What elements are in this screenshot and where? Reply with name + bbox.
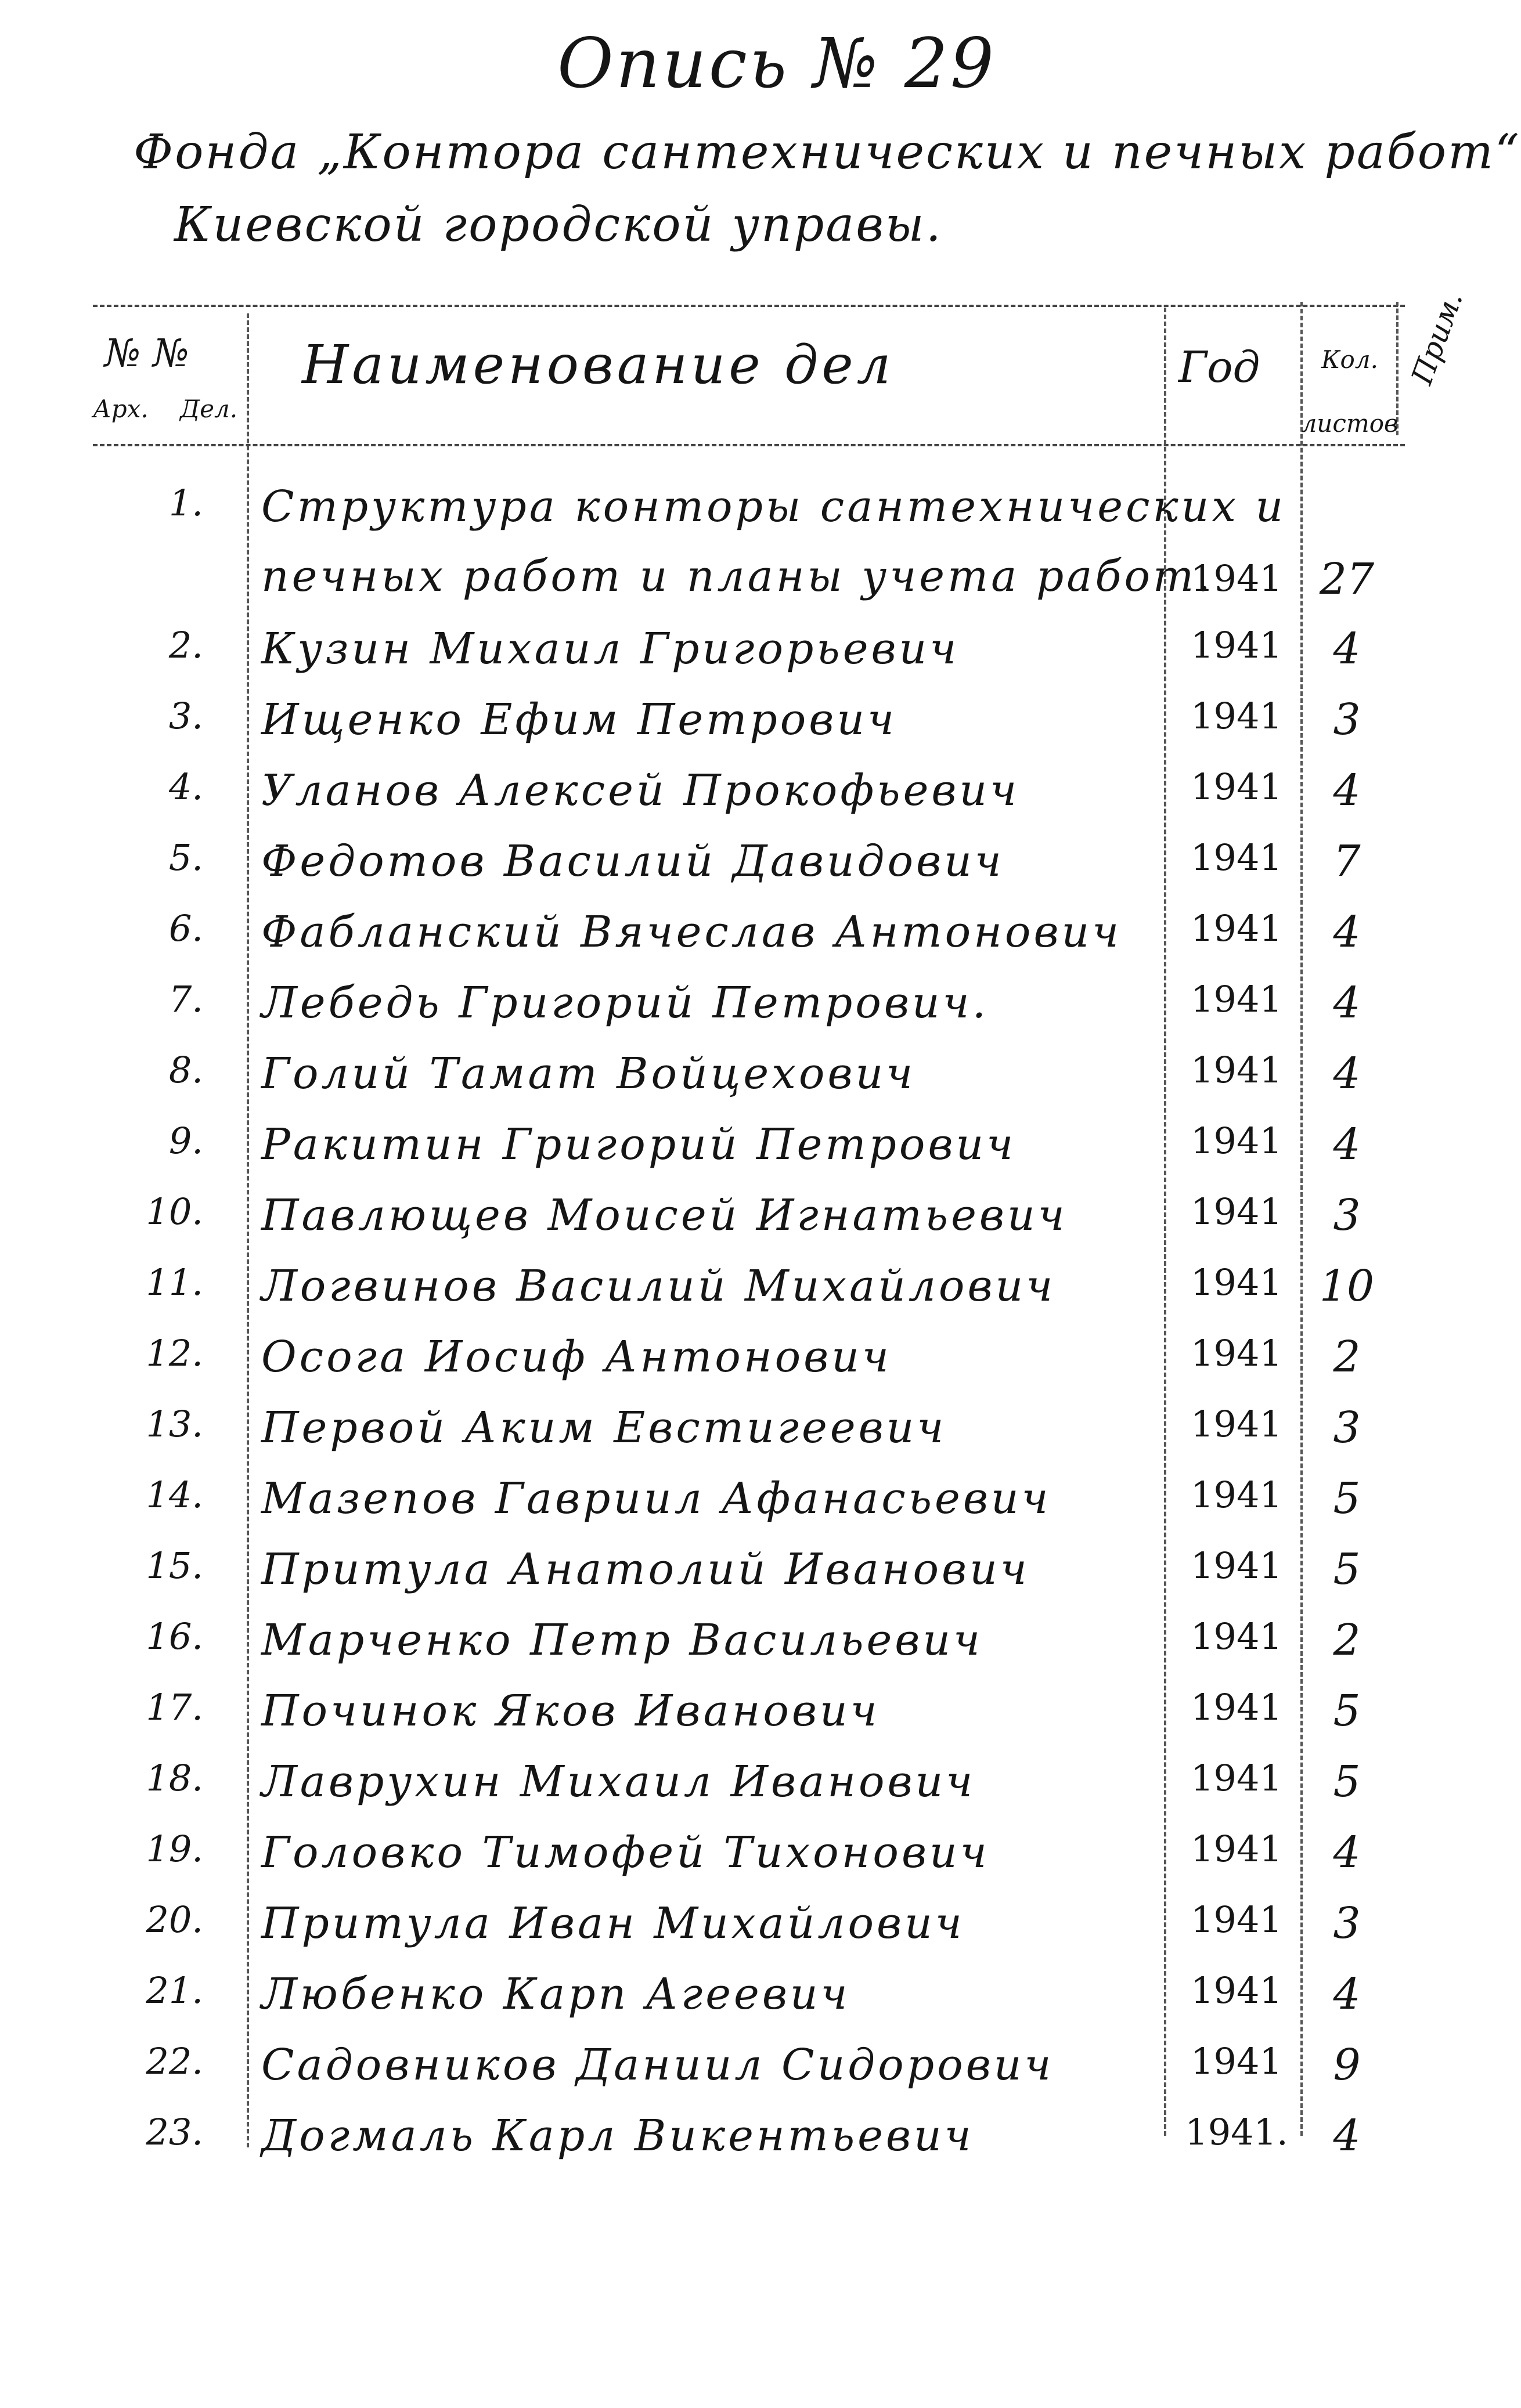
- row-number: 17.: [146, 1686, 203, 1728]
- row-number: 6.: [168, 907, 203, 950]
- fund-name: Фонда „Контора сантехнических и печных работ“: [134, 125, 1521, 180]
- row-title: Ищенко Ефим Петрович: [261, 695, 898, 745]
- table-row-18: [0, 1757, 1457, 1826]
- table-row-3: [0, 695, 1457, 764]
- row-sheets: 3: [1333, 1898, 1361, 1948]
- row-year: 1941: [1191, 1332, 1282, 1374]
- row-number: 16.: [146, 1615, 203, 1658]
- row-year: 1941.: [1185, 2111, 1288, 2153]
- table-row-14: [0, 1474, 1457, 1543]
- row-number: 10.: [146, 1190, 203, 1233]
- table-row-9: [0, 1120, 1457, 1189]
- row-number: 13.: [146, 1403, 203, 1445]
- row-title: Мазепов Гавриил Афанасьевич: [261, 1474, 1051, 1523]
- table-row-13: [0, 1403, 1457, 1472]
- row-sheets: 2: [1333, 1615, 1361, 1665]
- row-year: 1941: [1191, 1190, 1282, 1233]
- header-archive-number: Арх.: [93, 395, 149, 423]
- table-row-23: [0, 2111, 1457, 2180]
- row-year: 1941: [1191, 1615, 1282, 1658]
- header-year: Год: [1178, 342, 1260, 392]
- row-number: 1.: [168, 482, 203, 524]
- row-number: 22.: [146, 2040, 203, 2082]
- table-row-20: [0, 1898, 1457, 1968]
- table-row-6: [0, 907, 1457, 977]
- row-year: 1941: [1191, 624, 1282, 666]
- row-sheets: 4: [1333, 1828, 1361, 1878]
- row-number: 3.: [168, 695, 203, 737]
- row-sheets: 5: [1333, 1757, 1361, 1807]
- row-sheets: 3: [1333, 1190, 1361, 1240]
- row-number: 11.: [146, 1261, 203, 1304]
- row-number: 9.: [168, 1120, 203, 1162]
- row-title: Павлющев Моисей Игнатьевич: [261, 1190, 1068, 1240]
- row-sheets: 4: [1333, 766, 1361, 815]
- row-year: 1941: [1191, 1757, 1282, 1799]
- row-number: 2.: [168, 624, 203, 666]
- row-sheets: 4: [1333, 2111, 1361, 2161]
- row-number: 7.: [168, 978, 203, 1020]
- row-title: Ракитин Григорий Петрович: [261, 1120, 1017, 1169]
- table-row-4: [0, 766, 1457, 835]
- page-title: Опись № 29: [557, 23, 996, 103]
- row-sheets: 4: [1333, 1049, 1361, 1099]
- row-sheets: 5: [1333, 1474, 1361, 1523]
- row-sheets: 5: [1333, 1686, 1361, 1736]
- row-number: 5.: [168, 836, 203, 879]
- row-year: 1941: [1191, 557, 1282, 600]
- row-title: Починок Яков Иванович: [261, 1686, 880, 1736]
- row-number: 4.: [168, 766, 203, 808]
- row-year: 1941: [1191, 907, 1282, 950]
- row-number: 23.: [146, 2111, 203, 2153]
- row-year: 1941: [1191, 1049, 1282, 1091]
- row-sheets: 2: [1333, 1332, 1361, 1382]
- row-title: Любенко Карп Агеевич: [261, 1969, 850, 2019]
- row-year: 1941: [1191, 1828, 1282, 1870]
- row-title: Федотов Василий Давидович: [261, 836, 1004, 886]
- row-number: 14.: [146, 1474, 203, 1516]
- row-sheets: 3: [1333, 695, 1361, 745]
- row-year: 1941: [1191, 1544, 1282, 1587]
- row-title: Садовников Даниил Сидорович: [261, 2040, 1054, 2090]
- row-title: Осога Иосиф Антонович: [261, 1332, 892, 1382]
- row-title: Структура конторы сантехнических и: [261, 482, 1286, 532]
- header-file-number: Дел.: [180, 395, 238, 423]
- row-sheets: 9: [1333, 2040, 1361, 2090]
- row-sheets: 4: [1333, 624, 1361, 674]
- row-sheets: 7: [1333, 836, 1361, 886]
- table-row-21: [0, 1969, 1457, 2039]
- row-title: Первой Аким Евстигеевич: [261, 1403, 947, 1453]
- fund-owner: Киевской городской управы.: [174, 197, 943, 252]
- table-row-5: [0, 836, 1457, 906]
- table-row-2: [0, 624, 1457, 694]
- row-sheets: 4: [1333, 1120, 1361, 1169]
- row-year: 1941: [1191, 1261, 1282, 1304]
- table-row-1: [0, 476, 1457, 615]
- table-row-10: [0, 1190, 1457, 1260]
- row-number: 19.: [146, 1828, 203, 1870]
- row-number: 8.: [168, 1049, 203, 1091]
- row-sheets: 27: [1319, 554, 1375, 604]
- table-row-22: [0, 2040, 1457, 2110]
- row-year: 1941: [1191, 978, 1282, 1020]
- row-year: 1941: [1191, 836, 1282, 879]
- row-title: Уланов Алексей Прокофьевич: [261, 766, 1020, 815]
- header-number: № №: [104, 331, 189, 376]
- row-sheets: 4: [1333, 978, 1361, 1028]
- header-file-name: Наименование дел: [302, 334, 895, 396]
- row-title: Притула Анатолий Иванович: [261, 1544, 1030, 1594]
- row-number: 12.: [146, 1332, 203, 1374]
- row-year: 1941: [1191, 1686, 1282, 1728]
- header-note: Прим.: [1405, 287, 1469, 389]
- table-row-8: [0, 1049, 1457, 1118]
- row-title: Марченко Петр Васильевич: [261, 1615, 983, 1665]
- row-year: 1941: [1191, 1120, 1282, 1162]
- row-year: 1941: [1191, 766, 1282, 808]
- row-title: Кузин Михаил Григорьевич: [261, 624, 960, 674]
- table-top-rule: [93, 305, 1405, 307]
- row-year: 1941: [1191, 1969, 1282, 2012]
- row-title: Догмаль Карл Викентьевич: [261, 2111, 974, 2161]
- row-year: 1941: [1191, 1474, 1282, 1516]
- row-number: 18.: [146, 1757, 203, 1799]
- row-title: Логвинов Василий Михайлович: [261, 1261, 1056, 1311]
- table-row-16: [0, 1615, 1457, 1685]
- table-row-17: [0, 1686, 1457, 1756]
- row-title: Притула Иван Михайлович: [261, 1898, 965, 1948]
- table-row-7: [0, 978, 1457, 1048]
- row-sheets: 4: [1333, 1969, 1361, 2019]
- row-year: 1941: [1191, 2040, 1282, 2082]
- row-title: Лебедь Григорий Петрович.: [261, 978, 989, 1028]
- row-year: 1941: [1191, 1898, 1282, 1941]
- row-title-continued: печных работ и планы учета работ.: [261, 551, 1213, 601]
- row-number: 15.: [146, 1544, 203, 1587]
- table-row-11: [0, 1261, 1457, 1331]
- row-title: Фабланский Вячеслав Антонович: [261, 907, 1122, 957]
- row-sheets: 4: [1333, 907, 1361, 957]
- row-number: 20.: [146, 1898, 203, 1941]
- table-row-15: [0, 1544, 1457, 1614]
- row-sheets: 5: [1333, 1544, 1361, 1594]
- row-year: 1941: [1191, 1403, 1282, 1445]
- row-year: 1941: [1191, 695, 1282, 737]
- row-sheets: 10: [1319, 1261, 1375, 1311]
- row-title: Головко Тимофей Тихонович: [261, 1828, 990, 1878]
- header-sheet-count: Кол. листов: [1301, 345, 1399, 438]
- header-bottom-rule: [93, 444, 1405, 446]
- table-row-19: [0, 1828, 1457, 1897]
- row-title: Лаврухин Михаил Иванович: [261, 1757, 976, 1807]
- row-title: Голий Тамат Войцехович: [261, 1049, 916, 1099]
- row-sheets: 3: [1333, 1403, 1361, 1453]
- row-number: 21.: [146, 1969, 203, 2012]
- table-row-12: [0, 1332, 1457, 1402]
